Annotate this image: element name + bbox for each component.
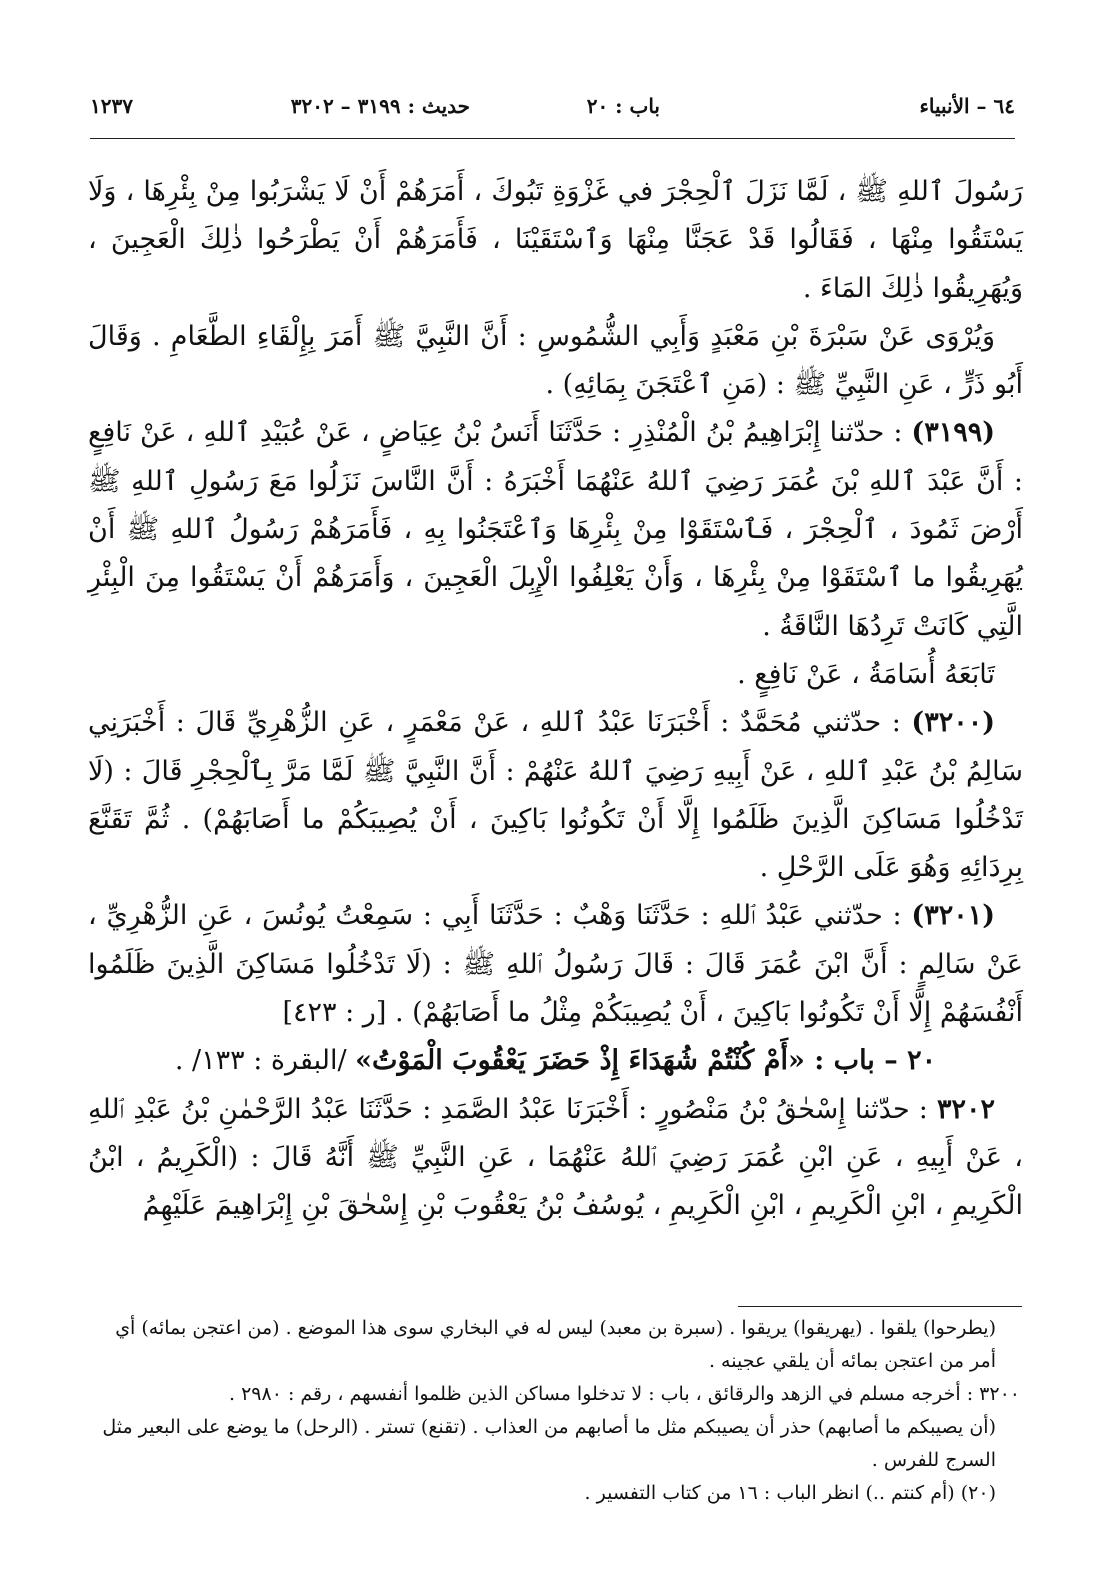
- hadith-text: : حدّثنا إِبْرَاهِيمُ بْنُ الْمُنْذِرِ : حَدَّثَنَا أَنَسُ بْنُ عِيَاضٍ ، عَنْ عُبَيْدِ ٱللهِ ، عَنْ نَافِعٍ : أَنَّ عَبْدَ ٱللهِ بْنَ عُمَرَ رَضِيَ ٱللهُ عَنْهُمَا أَخْبَرَهُ : أَنَّ النَّاسَ نَزَلُوا مَعَ رَسُولِ ٱللهِ ﷺ أَرْضَ ثَمُودَ ، ٱلْحِجْرَ ، فَٱسْتَقَوْا مِنْ بِئْرِهَا وَٱعْتَجَنُوا بِهِ ، فَأَمَرَهُمْ رَسُولُ ٱللهِ ﷺ أَنْ يُهَرِيقُوا ما ٱسْتَقَوْا مِنْ بِئْرِهَا ، وَأَنْ يَعْلِفُوا الْإِبِلَ الْعَجِينَ ، وَأَمَرَهُمْ أَنْ يَسْتَقُوا مِنَ الْبِئْرِ الَّتِي كَانَتْ تَرِدُهَا النَّاقَةُ .: [88, 417, 1023, 642]
- main-text: [88, 168, 1023, 1231]
- header-bab: باب : ٢٠: [586, 94, 660, 118]
- hadith-number: (٣١٩٩): [911, 417, 995, 449]
- bab-quran-ref: /البقرة : ١٣٣/ .: [174, 1045, 356, 1077]
- footnote-divider: [738, 1306, 1022, 1307]
- running-header: [90, 88, 1015, 128]
- hadith-3200: [88, 699, 1023, 892]
- bab-title: ٢٠ – باب : «أَمْ كُنْتُمْ شُهَدَاءَ إِذْ حَضَرَ يَعْقُوبَ الْمَوْتُ»: [355, 1045, 937, 1077]
- tabaahu-line: تَابَعَهُ أُسَامَةُ ، عَنْ نَافِعٍ .: [737, 658, 995, 690]
- narration-paragraph: وَيُرْوَى عَنْ سَبْرَةَ بْنِ مَعْبَدٍ وَأَبِي الشُّمُوسِ : أَنَّ النَّبِيَّ ﷺ أَمَرَ بِإِلْقَاءِ الطَّعَامِ . وَقَالَ أَبُو ذَرٍّ ، عَنِ النَّبِيِّ ﷺ : (مَنِ ٱعْتَجَنَ بِمَائِهِ) .: [88, 320, 1023, 401]
- continued-paragraph: رَسُولَ ٱللهِ ﷺ ، لَمَّا نَزَلَ ٱلْحِجْرَ في غَزْوَةِ تَبُوكَ ، أَمَرَهُمْ أَنْ لَا يَشْرَبُوا مِنْ بِئْرِهَا ، وَلَا يَسْتَقُوا مِنْهَا ، فَقَالُوا قَدْ عَجَنَّا مِنْهَا وَٱسْتَقَيْنَا ، فَأَمَرَهُمْ أَنْ يَطْرَحُوا ذٰلِكَ الْعَجِينَ ، وَيُهَرِيقُوا ذٰلِكَ المَاءَ .: [88, 176, 1023, 304]
- hadith-3202: [88, 1086, 1023, 1231]
- header-divider: [90, 138, 1015, 139]
- footnote-3: (أن يصيبكم ما أصابهم) حذر أن يصيبكم مثل ما أصابهم من العذاب . (تقنع) تستر . (الرحل) ما يوضع على البعير مثل السرج للفرس .: [102, 1416, 996, 1471]
- header-chapter: ٦٤ – الأنبياء: [919, 94, 1015, 118]
- page-number: ١٢٣٧: [90, 94, 133, 118]
- footnotes: [95, 1312, 1020, 1510]
- footnote-2: ٣٢٠٠ : أخرجه مسلم في الزهد والرقائق ، باب : لا تدخلوا مساكن الذين ظلموا أنفسهم ، رقم : ٢٩٨٠ .: [229, 1383, 1020, 1405]
- bab-heading: [88, 1037, 1023, 1085]
- hadith-text: : حدّثنا إِسْحٰقُ بْنُ مَنْصُورٍ : أَخْبَرَنَا عَبْدُ الصَّمَدِ : حَدَّثَنَا عَبْدُ الرَّحْمٰنِ بْنُ عَبْدِ ٱللهِ ، عَنْ أَبِيهِ ، عَنِ ابْنِ عُمَرَ رَضِيَ ٱللهُ عَنْهُمَا ، عَنِ النَّبِيِّ ﷺ أَنَّهُ قَالَ : (الْكَرِيمُ ، ابْنُ الْكَرِيمِ ، ابْنِ الْكَرِيمِ ، ابْنِ الْكَرِيمِ ، يُوسُفُ بْنُ يَعْقُوبَ بْنِ إِسْحٰقَ بْنِ إِبْرَاهِيمَ عَلَيْهِمُ: [88, 1093, 1023, 1222]
- footnote-4: (٢٠) (أم كنتم ..) انظر الباب : ١٦ من كتاب التفسير .: [584, 1482, 996, 1504]
- hadith-number: (٣٢٠٠): [911, 707, 995, 739]
- footnote-1: (يطرحوا) يلقوا . (يهريقوا) يريقوا . (سبرة بن معبد) ليس له في البخاري سوى هذا الموضع . (من اعتجن بمائه) أي أمر من اعتجن بمائه أن يلقي عجينه .: [115, 1317, 996, 1372]
- hadith-text: : حدّثني مُحَمَّدٌ : أَخْبَرَنَا عَبْدُ ٱللهِ ، عَنْ مَعْمَرٍ ، عَنِ الزُّهْرِيِّ قَالَ : أَخْبَرَنِي سَالِمُ بْنُ عَبْدِ ٱللهِ ، عَنْ أَبِيهِ رَضِيَ ٱللهُ عَنْهُمْ : أَنَّ النَّبِيَّ ﷺ لَمَّا مَرَّ بِٱلْحِجْرِ قَالَ : (لَا تَدْخُلُوا مَسَاكِنَ الَّذِينَ ظَلَمُوا إِلَّا أَنْ تَكُونُوا بَاكِينَ ، أَنْ يُصِيبَكُمْ ما أَصَابَهُمْ) . ثُمَّ تَقَنَّعَ بِرِدَائِهِ وَهُوَ عَلَى الرَّحْلِ .: [88, 707, 1023, 884]
- header-hadith-range: حديث : ٣١٩٩ – ٣٢٠٢: [290, 94, 470, 118]
- hadith-3199: [88, 409, 1023, 650]
- hadith-text: : حدّثني عَبْدُ ٱللهِ : حَدَّثَنَا وَهْبٌ : حَدَّثَنَا أَبِي : سَمِعْتُ يُونُسَ ، عَنِ الزُّهْرِيِّ ، عَنْ سَالِمٍ : أَنَّ ابْنَ عُمَرَ قَالَ : قَالَ رَسُولُ ٱللهِ ﷺ : (لَا تَدْخُلُوا مَسَاكِنَ الَّذِينَ ظَلَمُوا أَنْفُسَهُمْ إِلَّا أَنْ تَكُونُوا بَاكِينَ ، أَنْ يُصِيبَكُمْ مِثْلُ ما أَصَابَهُمْ) . [ر : ٤٢٣]: [88, 900, 1023, 1029]
- hadith-3201: [88, 892, 1023, 1037]
- hadith-number: (٣٢٠١): [911, 900, 995, 932]
- hadith-number: ٣٢٠٢: [936, 1093, 995, 1125]
